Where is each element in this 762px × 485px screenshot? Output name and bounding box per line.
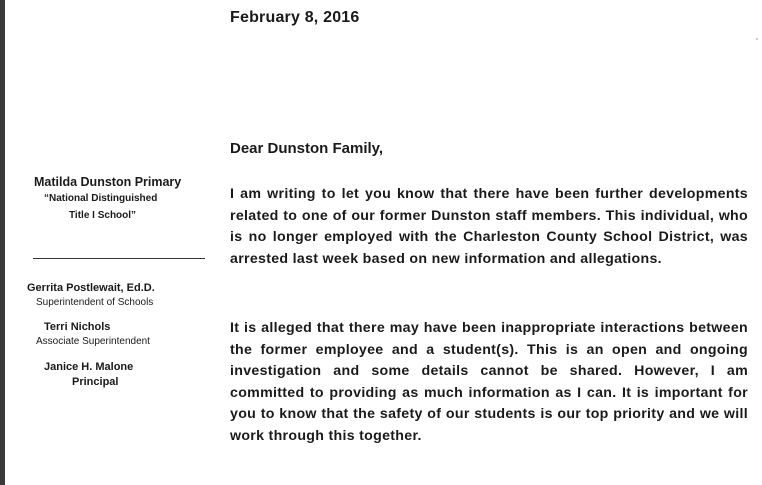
official-title-superintendent: Superintendent of Schools <box>36 297 154 308</box>
official-title-associate: Associate Superintendent <box>36 336 150 347</box>
school-tagline-line1: “National Distinguished <box>44 193 158 204</box>
official-name-principal: Janice H. Malone <box>44 361 134 373</box>
scan-speck <box>756 38 758 40</box>
official-name-superintendent: Gerrita Postlewait, Ed.D. <box>27 282 155 294</box>
letter-date: February 8, 2016 <box>230 9 360 26</box>
letter-salutation: Dear Dunston Family, <box>230 140 384 157</box>
letter-paragraph-1: I am writing to let you know that there have been further developments related to one of our former Dunston staff members. This individual, who is no longer employed with the Charleston County School District, was arrested last week based on new information and allegations. <box>230 186 748 267</box>
official-title-principal: Principal <box>72 376 119 388</box>
school-tagline-line2: Title I School” <box>69 210 137 221</box>
official-name-associate: Terri Nichols <box>44 321 111 333</box>
page-edge-shadow <box>0 0 5 485</box>
school-name: Matilda Dunston Primary <box>34 175 182 189</box>
sidebar-divider <box>33 258 205 259</box>
letter-paragraph-2: It is alleged that there may have been inappropriate interactions between the former employee and a student(s). This is an open and ongoing investigation and some details cannot be shared. However, I am committed to providing as much information as I can. It is important for you to know that the safety of our students is our top priority and we will work through this together. <box>230 320 748 444</box>
